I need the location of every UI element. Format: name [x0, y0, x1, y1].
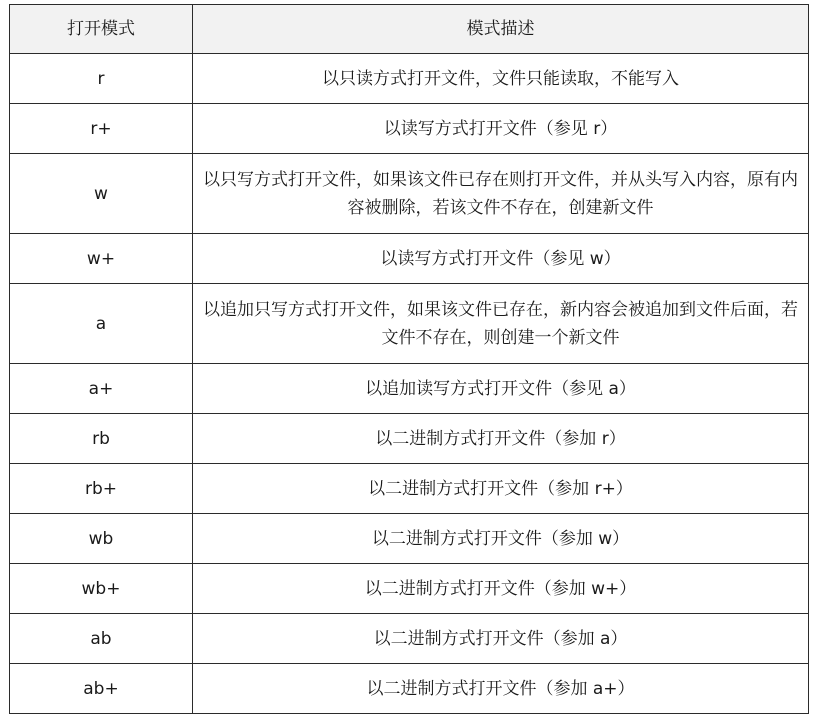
table-row — [10, 284, 809, 364]
mode-cell: a+ — [10, 364, 193, 414]
table-row — [10, 614, 809, 664]
table-row — [10, 104, 809, 154]
mode-cell: w+ — [10, 234, 193, 284]
table-row — [10, 664, 809, 714]
table-row — [10, 364, 809, 414]
mode-cell: rb — [10, 414, 193, 464]
header-open-mode: 打开模式 — [10, 5, 193, 54]
description-cell: 以读写方式打开文件（参见 r） — [193, 104, 809, 154]
description-cell: 以二进制方式打开文件（参加 w+） — [193, 564, 809, 614]
table-row — [10, 414, 809, 464]
mode-cell: w — [10, 154, 193, 234]
mode-cell: rb+ — [10, 464, 193, 514]
mode-cell: wb — [10, 514, 193, 564]
table-row — [10, 54, 809, 104]
description-cell: 以二进制方式打开文件（参加 w） — [193, 514, 809, 564]
mode-cell: wb+ — [10, 564, 193, 614]
description-cell: 以追加只写方式打开文件，如果该文件已存在，新内容会被追加到文件后面，若文件不存在，则创建一个新文件 — [193, 284, 809, 364]
table-row — [10, 234, 809, 284]
table-row — [10, 514, 809, 564]
description-cell: 以追加读写方式打开文件（参见 a） — [193, 364, 809, 414]
description-cell: 以只写方式打开文件，如果该文件已存在则打开文件，并从头写入内容，原有内容被删除，若该文件不存在，创建新文件 — [193, 154, 809, 234]
description-cell: 以二进制方式打开文件（参加 r+） — [193, 464, 809, 514]
description-cell: 以二进制方式打开文件（参加 a+） — [193, 664, 809, 714]
file-mode-table-container — [9, 4, 809, 714]
header-mode-description: 模式描述 — [193, 5, 809, 54]
file-mode-table — [9, 4, 809, 714]
description-cell: 以二进制方式打开文件（参加 a） — [193, 614, 809, 664]
table-row — [10, 464, 809, 514]
table-header-row — [10, 5, 809, 54]
mode-cell: r+ — [10, 104, 193, 154]
description-cell: 以只读方式打开文件，文件只能读取，不能写入 — [193, 54, 809, 104]
description-cell: 以读写方式打开文件（参见 w） — [193, 234, 809, 284]
table-row — [10, 564, 809, 614]
mode-cell: r — [10, 54, 193, 104]
description-cell: 以二进制方式打开文件（参加 r） — [193, 414, 809, 464]
mode-cell: ab+ — [10, 664, 193, 714]
table-row — [10, 154, 809, 234]
mode-cell: ab — [10, 614, 193, 664]
mode-cell: a — [10, 284, 193, 364]
